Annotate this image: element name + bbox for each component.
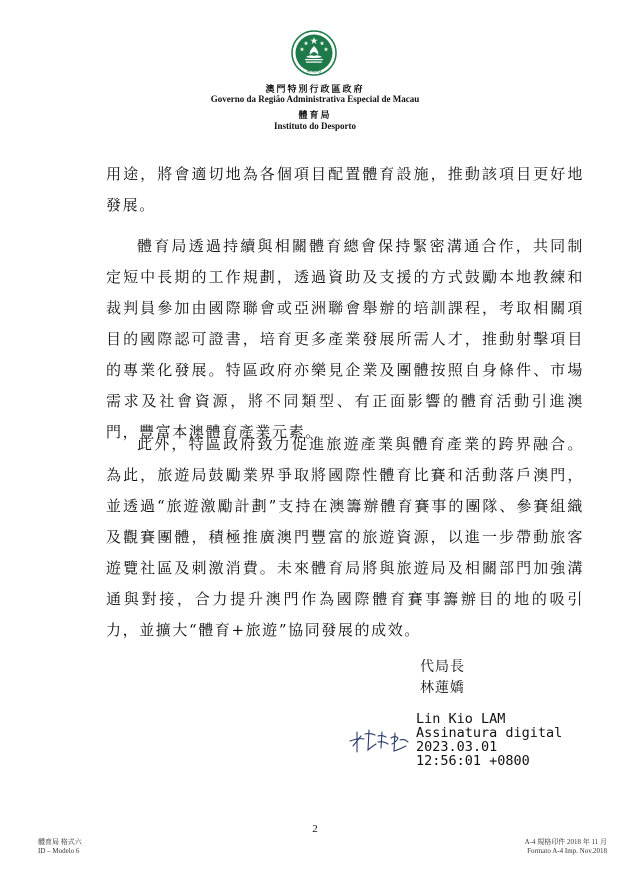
- digital-signature-date: 2023.03.01: [416, 739, 498, 755]
- handwritten-signature-icon: [348, 724, 414, 758]
- footer-format-zh: A-4 規格印件 2018 年 11 月: [524, 838, 607, 846]
- paragraph-text: 此外，特區政府致力促進旅遊產業與體育產業的跨界融合。為此，旅遊局鼓勵業界爭取將國際性體育比賽和活動落戶澳門，並透過“旅遊激勵計劃”支持在澳籌辦體育賽事的團隊、參賽組織及觀賽團體，積極推廣澳門豐富的旅遊資源，以進一步帶動旅客遊覽社區及刺激消費。未來體育局將與旅遊局及相關部門加強溝通與對接，合力提升澳門作為國際體育賽事籌辦目的地的吸引力，並擴大“體育+旅遊”協同發展的成效。: [106, 435, 584, 639]
- signatory-title: 代局長: [420, 659, 465, 675]
- signatory-name: 林蓮嬌: [420, 680, 465, 696]
- digital-signature-time: 12:56:01 +0800: [416, 753, 530, 769]
- body-paragraph-3: [106, 429, 584, 646]
- digital-signature-name: Lin Kio LAM: [416, 711, 506, 727]
- page-number: 2: [312, 823, 318, 835]
- macau-emblem-icon: [291, 30, 337, 76]
- footer-form-pt: ID – Modelo 6: [38, 847, 80, 855]
- header-institute-zh: 體育局: [298, 110, 332, 120]
- header-government-zh: 澳門特別行政區政府: [265, 84, 365, 94]
- body-paragraph-1: [106, 159, 584, 221]
- header-institute-pt: Instituto do Desporto: [273, 121, 356, 131]
- footer-form-zh: 體育局 格式六: [38, 838, 82, 846]
- paragraph-text: 體育局透過持續與相關體育總會保持緊密溝通合作，共同制定短中長期的工作規劃，透過資助及支援的方式鼓勵本地教練和裁判員參加由國際聯會或亞洲聯會舉辦的培訓課程，考取相關項目的國際認可證書，培育更多產業發展所需人才，推動射擊項目的專業化發展。特區政府亦樂見企業及團體按照自身條件、市場需求及社會資源，將不同類型、有正面影響的體育活動引進澳門，豐富本澳體育產業元素。: [106, 237, 584, 441]
- body-paragraph-2: [106, 231, 584, 448]
- digital-signature-label: Assinatura digital: [416, 725, 563, 741]
- footer-format-pt: Formato A-4 Imp. Nov.2018: [527, 847, 607, 855]
- header-government-pt: Governo da Região Administrativa Especial de Macau: [210, 94, 420, 104]
- paragraph-text: 用途，將會適切地為各個項目配置體育設施，推動該項目更好地發展。: [106, 165, 584, 214]
- svg-text:MACAU: MACAU: [306, 68, 322, 74]
